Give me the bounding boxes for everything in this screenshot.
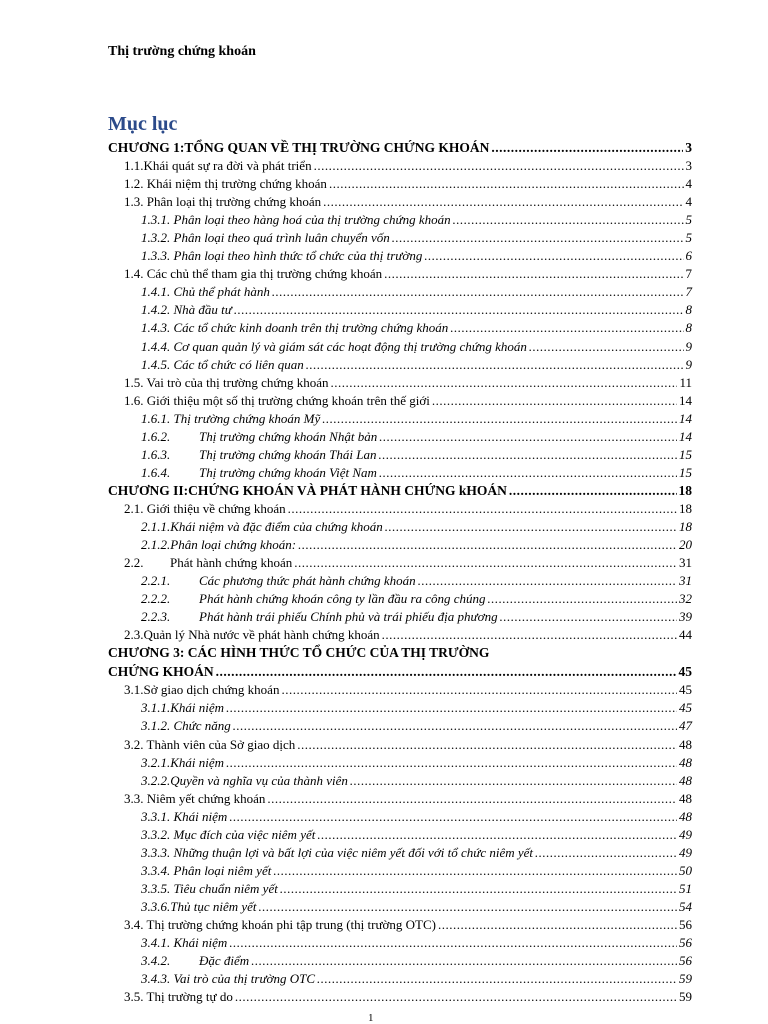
toc-title: Mục lục [108,113,178,135]
toc-page-number: 44 [679,627,692,643]
toc-entry[interactable] [108,572,692,590]
toc-dot-leader [382,626,677,644]
toc-entry[interactable] [108,790,692,808]
toc-dot-leader [298,536,677,554]
toc-page-number: 31 [679,573,692,589]
toc-entry[interactable] [108,681,692,699]
toc-entry-label: 3.3.5. Tiêu chuẩn niêm yết [141,880,278,896]
toc-entry-label: 3.2.1.Khái niệm [141,754,225,770]
toc-dot-leader [226,754,677,772]
toc-dot-leader [288,500,677,518]
toc-entry-text: Thị trường chứng khoán Thái Lan [199,446,377,462]
toc-entry-label: 3.3.2. Mục đích của việc niêm yết [141,826,316,842]
toc-page-number: 18 [678,482,692,498]
toc-entry[interactable] [108,880,692,898]
toc-entry[interactable] [108,844,692,862]
toc-entry-label: 1.4.4. Cơ quan quản lý và giám sát các hoạt động thị trường chứng khoán [141,338,527,354]
toc-dot-leader [259,898,677,916]
toc-dot-leader [294,554,677,572]
toc-entry-label: 1.4.5. Các tổ chức có liên quan [141,356,304,372]
toc-entry[interactable] [108,717,692,735]
toc-dot-leader [229,808,677,826]
toc-page-number: 54 [679,898,692,914]
toc-page-number: 18 [679,500,692,516]
toc-dot-leader [233,717,677,735]
toc-entry-text: Phát hành trái phiếu Chính phủ và trái phiếu địa phương [199,609,498,625]
toc-entry-label: 3.2. Thành viên của Sở giao dịch [124,736,296,752]
toc-entry[interactable] [108,428,692,446]
page-number: 1 [368,1012,374,1024]
toc-page-number: 6 [685,248,692,264]
toc-dot-leader [329,175,684,193]
toc-entry[interactable] [108,464,692,482]
toc-dot-leader [234,301,684,319]
toc-dot-leader [297,736,677,754]
toc-entry[interactable] [108,590,692,608]
toc-entry-label: 1.2. Khái niệm thị trường chứng khoán [124,176,327,192]
toc-page-number: 3 [685,158,692,174]
toc-dot-leader [418,572,677,590]
toc-entry-label: 2.1.1.Khái niệm và đặc điểm của chứng khoán [141,518,383,534]
toc-dot-leader [322,410,677,428]
toc-page-number: 59 [679,971,692,987]
toc-dot-leader [281,681,677,699]
toc-dot-leader [226,699,677,717]
toc-dot-leader [314,157,684,175]
toc-entry-text: Các phương thức phát hành chứng khoán [199,573,416,589]
toc-dot-leader [379,446,678,464]
toc-page-number: 59 [679,989,692,1005]
toc-page-number: 56 [679,916,692,932]
toc-entry-label: 1.3. Phân loại thị trường chứng khoán [124,194,322,210]
toc-entry[interactable] [108,554,692,572]
toc-page-number: 45 [679,700,692,716]
toc-page-number: 14 [679,428,692,444]
toc-entry[interactable] [108,319,692,337]
toc-entry[interactable] [108,826,692,844]
toc-entry-label: 1.4.3. Các tổ chức kinh doanh trên thị trường chứng khoán [141,320,449,336]
toc-dot-leader [438,916,677,934]
toc-entry-label: 1.4. Các chủ thể tham gia thị trường chứng khoán [124,266,383,282]
toc-entry[interactable] [108,338,692,356]
toc-entry[interactable] [108,247,692,265]
toc-dot-leader [331,374,678,392]
toc-entry[interactable] [108,608,692,626]
toc-page-number: 49 [679,826,692,842]
toc-page-number: 50 [679,862,692,878]
toc-page-number: 47 [679,718,692,734]
toc-entry-label: 1.4.1. Chủ thể phát hành [141,284,270,300]
toc-dot-leader [216,663,677,681]
toc-page-number: 15 [679,464,692,480]
toc-dot-leader [535,844,677,862]
toc-entry-number: 2.2.3. [141,609,171,625]
toc-entry-label: CHƯƠNG II:CHỨNG KHOÁN VÀ PHÁT HÀNH CHỨNG kHOÁN [108,482,507,498]
toc-entry[interactable] [108,898,692,916]
toc-dot-leader [350,772,677,790]
toc-entry-text: Phát hành chứng khoán [170,555,293,571]
toc-page-number: 48 [679,736,692,752]
toc-entry[interactable] [108,772,692,790]
toc-entry-text: Đặc điểm [199,953,250,969]
toc-entry-label: 3.3.1. Khái niệm [141,808,228,824]
toc-page-number: 51 [679,880,692,896]
toc-page-number: 8 [685,320,692,336]
toc-page-number: 15 [679,446,692,462]
toc-page-number: 49 [679,844,692,860]
toc-dot-leader [273,862,677,880]
toc-entry-label: CHƯƠNG 1:TỔNG QUAN VỀ THỊ TRƯỜNG CHỨNG KHOÁN [108,140,490,155]
toc-entry[interactable] [108,736,692,754]
toc-entry-number: 2.2. [124,555,144,571]
toc-page-number: 45 [678,664,692,680]
toc-entry[interactable] [108,934,692,952]
toc-entry[interactable] [108,265,692,283]
toc-page-number: 48 [679,790,692,806]
toc-entry-label: 3.1.Sở giao dịch chứng khoán [124,682,280,698]
table-of-contents [108,139,692,1006]
toc-dot-leader [491,139,683,157]
toc-page-number: 14 [679,410,692,426]
toc-dot-leader [272,283,684,301]
toc-entry-label: CHƯƠNG 3: CÁC HÌNH THỨC TỔ CHỨC CỦA THỊ TRƯỜNG [108,645,490,661]
toc-entry[interactable] [108,862,692,880]
toc-dot-leader [432,392,677,410]
toc-page-number: 5 [685,212,692,228]
toc-entry-label: 2.3.Quản lý Nhà nước về phát hành chứng khoán [124,627,380,643]
toc-dot-leader [379,464,677,482]
toc-entry-label [124,554,292,572]
toc-entry-label: 1.4.2. Nhà đầu tư [141,302,232,318]
toc-entry-label: 3.3. Niêm yết chứng khoán [124,790,266,806]
toc-entry-label: 1.3.3. Phân loại theo hình thức tổ chức của thị trường [141,248,423,264]
toc-dot-leader [317,826,677,844]
toc-entry-label: 3.2.2.Quyền và nghĩa vụ của thành viên [141,772,348,788]
toc-entry[interactable] [108,754,692,772]
toc-entry-label: 3.3.4. Phân loại niêm yết [141,862,272,878]
toc-entry-label: 1.3.2. Phân loại theo quá trình luân chuyển vốn [141,230,390,246]
toc-entry-label [141,590,486,608]
toc-page-number: 56 [679,935,692,951]
toc-entry[interactable] [108,626,692,644]
toc-dot-leader [392,229,684,247]
toc-entry-label: 2.1. Giới thiệu về chứng khoán [124,500,286,516]
toc-dot-leader [323,193,683,211]
toc-page-number: 45 [679,682,692,698]
toc-page-number: 9 [685,356,692,372]
toc-entry[interactable] [108,229,692,247]
toc-page-number: 48 [679,754,692,770]
toc-page-number: 7 [685,284,692,300]
toc-entry-label: 3.3.6.Thủ tục niêm yết [141,898,257,914]
toc-entry[interactable] [108,193,692,211]
toc-entry[interactable] [108,446,692,464]
toc-chapter-entry[interactable] [108,482,692,500]
toc-entry-label: 3.4.3. Vai trò của thị trường OTC [141,971,316,987]
toc-entry-number: 3.4.2. [141,953,171,969]
toc-entry[interactable] [108,211,692,229]
toc-dot-leader [488,590,677,608]
toc-page-number: 14 [679,392,692,408]
toc-entry[interactable] [108,301,692,319]
toc-entry-label [141,572,416,590]
toc-dot-leader [509,482,677,500]
toc-entry[interactable] [108,410,692,428]
toc-page-number: 31 [679,555,692,571]
toc-dot-leader [379,428,677,446]
toc-dot-leader [229,934,677,952]
toc-entry-label: 3.5. Thị trường tự do [124,989,233,1005]
toc-chapter-entry[interactable] [108,644,692,663]
toc-page-number: 4 [685,194,692,210]
toc-entry-label [141,446,377,464]
toc-entry[interactable] [108,175,692,193]
toc-page-number: 7 [685,266,692,282]
toc-entry[interactable] [108,536,692,554]
toc-dot-leader [235,988,677,1006]
toc-dot-leader [529,338,684,356]
toc-dot-leader [500,608,677,626]
toc-entry[interactable] [108,283,692,301]
toc-entry[interactable] [108,392,692,410]
toc-entry[interactable] [108,808,692,826]
toc-dot-leader [384,265,683,283]
toc-entry-label: 3.1.2. Chức năng [141,718,231,734]
toc-entry-label [141,608,498,626]
toc-page-number: 32 [679,591,692,607]
toc-entry-label [141,464,377,482]
toc-dot-leader [453,211,684,229]
toc-entry-label: 2.1.2.Phân loại chứng khoán: [141,537,297,553]
toc-entry-number: 1.6.3. [141,446,171,462]
toc-dot-leader [251,952,677,970]
toc-entry-label: 1.3.1. Phân loại theo hàng hoá của thị trường chứng khoán [141,212,451,228]
toc-dot-leader [317,970,677,988]
toc-page-number: 56 [679,953,692,969]
toc-entry[interactable] [108,988,692,1006]
toc-entry-label: 3.1.1.Khái niệm [141,700,225,716]
toc-entry-label: 1.6.1. Thị trường chứng khoán Mỹ [141,410,321,426]
toc-page-number: 3 [685,140,692,155]
toc-entry[interactable] [108,500,692,518]
toc-entry[interactable] [108,970,692,988]
toc-entry-label [141,428,377,446]
toc-entry-text: Thị trường chứng khoán Nhật bản [199,428,378,444]
toc-entry[interactable] [108,952,692,970]
toc-entry-label: 1.5. Vai trò của thị trường chứng khoán [124,374,329,390]
toc-page-number: 20 [679,537,692,553]
toc-dot-leader [267,790,677,808]
toc-entry-label: 3.4. Thị trường chứng khoán phi tập trung (thị trường OTC) [124,916,436,932]
toc-entry[interactable] [108,157,692,175]
toc-dot-leader [280,880,677,898]
toc-page-number: 18 [679,518,692,534]
toc-entry-label: 3.4.1. Khái niệm [141,935,228,951]
toc-dot-leader [385,518,677,536]
toc-entry-number: 1.6.4. [141,464,171,480]
toc-dot-leader [424,247,683,265]
toc-page-number: 39 [679,609,692,625]
toc-page-number: 5 [685,230,692,246]
toc-entry[interactable] [108,699,692,717]
toc-entry-text: Thị trường chứng khoán Việt Nam [199,464,377,480]
toc-entry-label: 1.1.Khái quát sự ra đời và phát triển [124,158,312,174]
toc-entry-label: 1.6. Giới thiệu một số thị trường chứng khoán trên thế giới [124,392,430,408]
toc-dot-leader [306,356,684,374]
toc-entry-number: 2.2.1. [141,573,171,589]
toc-page-number: 48 [679,772,692,788]
toc-entry-label: CHỨNG KHOÁN [108,664,214,680]
toc-entry-text: Phát hành chứng khoán công ty lần đầu ra công chúng [199,591,486,607]
toc-page-number: 8 [685,302,692,318]
toc-chapter-entry[interactable] [108,663,692,681]
toc-entry-number: 1.6.2. [141,428,171,444]
toc-dot-leader [450,319,683,337]
toc-page-number: 9 [685,338,692,354]
toc-page-number: 48 [679,808,692,824]
toc-entry-label [141,952,249,970]
toc-page-number: 4 [685,176,692,192]
toc-chapter-entry[interactable] [108,139,692,157]
toc-entry[interactable] [108,518,692,536]
toc-entry-label: 3.3.3. Những thuận lợi và bất lợi của việc niêm yết đối với tổ chức niêm yết [141,844,534,860]
toc-entry[interactable] [108,916,692,934]
toc-page-number: 11 [679,374,692,390]
toc-entry-number: 2.2.2. [141,591,171,607]
page-header-title: Thị trường chứng khoán [108,44,256,59]
toc-entry[interactable] [108,374,692,392]
toc-entry[interactable] [108,356,692,374]
